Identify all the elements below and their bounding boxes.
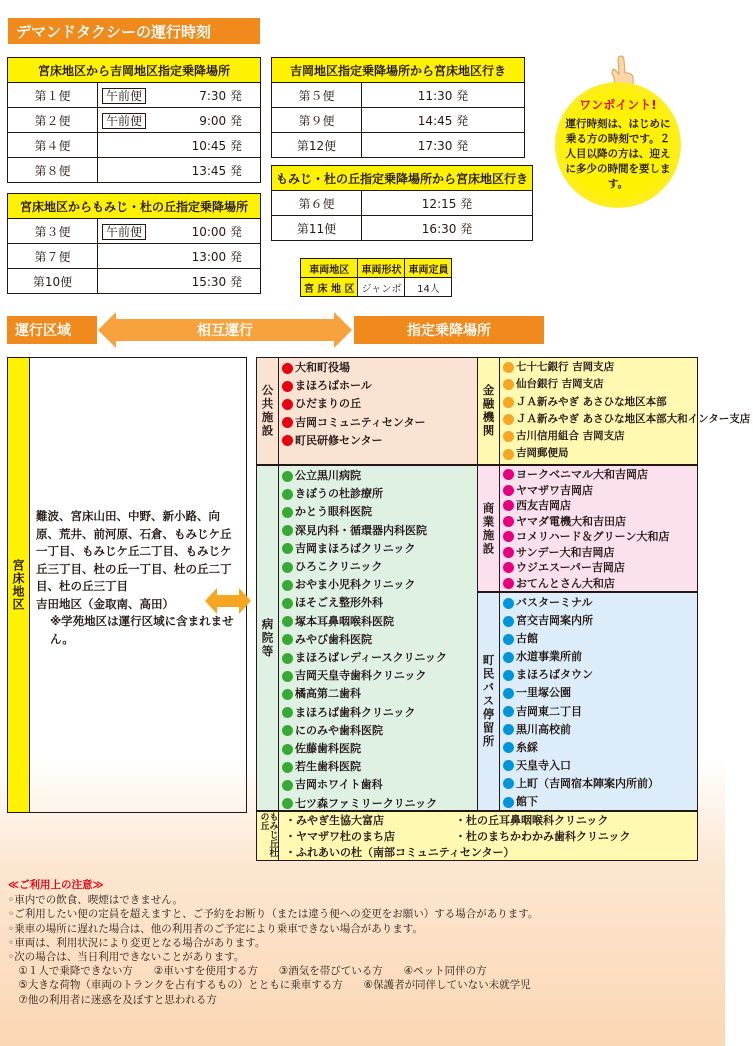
number-badge-icon bbox=[282, 562, 293, 573]
number-badge-icon bbox=[503, 362, 514, 373]
table-title: 宮床地区から吉岡地区指定乗降場所 bbox=[8, 58, 261, 83]
timetable-miyatoko-to-yoshioka bbox=[7, 57, 261, 183]
list-item-label: おやま小児科クリニック bbox=[295, 578, 416, 592]
list-item-label: 吉岡コミュニティセンター bbox=[295, 415, 426, 429]
banks-block bbox=[477, 357, 751, 465]
list-item bbox=[503, 394, 750, 411]
number-badge-icon bbox=[282, 489, 293, 500]
area-yoshida: 吉田地区（金取南、高田） bbox=[36, 596, 174, 611]
departure-time: 7:30 発 bbox=[199, 88, 242, 103]
number-badge-icon bbox=[503, 688, 514, 699]
number-badge-icon bbox=[503, 652, 514, 663]
bin-cell: 第11便 bbox=[272, 216, 362, 241]
table-header: 車両形状 bbox=[358, 259, 405, 278]
list-item-label: 七十七銀行 吉岡支店 bbox=[516, 361, 615, 373]
number-badge-icon bbox=[503, 760, 514, 771]
list-item-label: 古川信用組合 吉岡支店 bbox=[516, 430, 625, 443]
bin-cell: 第12便 bbox=[272, 133, 362, 158]
number-badge-icon bbox=[503, 469, 514, 480]
list-item bbox=[282, 758, 474, 776]
list-item bbox=[282, 467, 474, 485]
note-line: ⑤大きな荷物（車両のトランクを占有するもの）とともに乗車する方 ⑥保護者が同伴していない未就学児 bbox=[8, 979, 531, 992]
list-item bbox=[503, 666, 694, 684]
note-line: ⑦他の利用者に迷惑を及ぼすと思われる方 bbox=[8, 993, 217, 1006]
list-item-label: 吉岡天皇寺歯科クリニック bbox=[295, 669, 427, 683]
timetable-momiji-route bbox=[7, 193, 261, 294]
list-item bbox=[282, 377, 474, 395]
public-label: 公共施設 bbox=[257, 358, 279, 464]
note-line: ◦乗車の場所に遅れた場合は、他の利用者のご予定により乗車できない場合があります。 bbox=[8, 922, 423, 935]
list-item bbox=[503, 376, 750, 393]
departure-time: 17:30 発 bbox=[362, 133, 525, 158]
table-row bbox=[8, 158, 261, 183]
number-badge-icon bbox=[282, 725, 293, 736]
vehicle-table bbox=[300, 258, 452, 297]
bin-cell: 第７便 bbox=[8, 244, 98, 269]
list-item-label: 橘高第二歯科 bbox=[295, 687, 361, 701]
list-item-label: ヨークベニマル大和吉岡店 bbox=[516, 468, 648, 481]
departure-time: 10:00 発 bbox=[191, 224, 242, 239]
bus-stops-block bbox=[477, 592, 698, 811]
list-item-label: まほろばレディースクリニック bbox=[295, 651, 447, 665]
mutual-service-label: 相互運行 bbox=[197, 323, 253, 339]
departure-time: 11:30 発 bbox=[362, 83, 525, 108]
number-badge-icon bbox=[282, 525, 293, 536]
list-item bbox=[282, 432, 474, 450]
table-row bbox=[8, 269, 261, 294]
list-item: ・ヤマザワ杜のまち店 bbox=[285, 830, 395, 843]
list-item-label: 古館 bbox=[516, 632, 538, 646]
number-badge-icon bbox=[503, 547, 514, 558]
morning-tag: 午前便 bbox=[102, 113, 146, 129]
list-item bbox=[503, 445, 750, 462]
list-item bbox=[282, 613, 474, 631]
notes-title: ≪ご利用上の注意≫ bbox=[8, 879, 104, 891]
number-badge-icon bbox=[503, 414, 514, 425]
list-item-label: 公立黒川病院 bbox=[295, 469, 361, 482]
table-cell: 宮 床 地 区 bbox=[301, 278, 358, 297]
list-item bbox=[503, 529, 694, 545]
table-row bbox=[272, 133, 525, 158]
number-badge-icon bbox=[503, 531, 514, 542]
number-badge-icon bbox=[503, 670, 514, 681]
list-item bbox=[282, 722, 474, 740]
table-row bbox=[8, 133, 261, 158]
bus-label: 町民バス停留所 bbox=[478, 593, 500, 810]
bin-cell: 第８便 bbox=[8, 158, 98, 183]
number-badge-icon bbox=[503, 562, 514, 573]
list-item-label: 吉岡まほろばクリニック bbox=[295, 541, 416, 555]
list-item-label: 町民研修センター bbox=[295, 433, 383, 447]
number-badge-icon bbox=[282, 798, 293, 809]
one-point-bubble bbox=[555, 82, 681, 208]
bin-cell: 第６便 bbox=[272, 191, 362, 216]
number-badge-icon bbox=[282, 671, 293, 682]
note-line: ①１人で乗降できない方 ②車いすを使用する方 ③酒気を帯びている方 ④ペット同伴の方 bbox=[8, 965, 487, 978]
number-badge-icon bbox=[503, 724, 514, 735]
list-item-label: 糸綵 bbox=[516, 740, 538, 754]
list-item bbox=[503, 684, 694, 702]
number-badge-icon bbox=[282, 707, 293, 718]
time-cell bbox=[98, 83, 261, 108]
departure-time: 12:15 発 bbox=[362, 191, 533, 216]
list-item bbox=[503, 514, 694, 530]
number-badge-icon bbox=[282, 543, 293, 554]
list-item-label: 吉岡ホワイト歯科 bbox=[295, 778, 383, 792]
morning-tag: 午前便 bbox=[102, 88, 146, 104]
bin-cell: 第９便 bbox=[272, 108, 362, 133]
area-double-arrow-icon bbox=[205, 588, 251, 614]
number-badge-icon bbox=[282, 689, 293, 700]
morning-tag: 午前便 bbox=[102, 224, 146, 240]
list-item-label: ひだまりの丘 bbox=[295, 397, 361, 411]
list-item-label: きぼうの杜診療所 bbox=[295, 487, 383, 501]
table-row bbox=[8, 219, 261, 244]
list-item-label: かとう眼科医院 bbox=[295, 505, 372, 519]
list-item-label: みやび歯科医院 bbox=[295, 632, 372, 646]
list-item: ・杜のまちかわかみ歯科クリニック bbox=[455, 830, 631, 843]
table-cell: ジャンボ bbox=[358, 278, 405, 297]
list-item bbox=[282, 414, 474, 432]
table-title: 吉岡地区指定乗降場所から宮床地区行き bbox=[272, 58, 525, 83]
list-item-label: ウジエスーパー吉岡店 bbox=[516, 561, 625, 574]
list-item-label: ほそごえ整形外科 bbox=[295, 596, 383, 610]
list-item: ・杜の丘耳鼻咽喉科クリニック bbox=[455, 814, 609, 827]
list-item-label: バスターミナル bbox=[516, 596, 593, 609]
number-badge-icon bbox=[282, 762, 293, 773]
list-item-label: ヤマザワ吉岡店 bbox=[516, 483, 593, 497]
number-badge-icon bbox=[282, 417, 293, 428]
list-item bbox=[503, 757, 694, 775]
list-item bbox=[282, 558, 474, 576]
time-cell bbox=[98, 244, 261, 269]
number-badge-icon bbox=[282, 653, 293, 664]
shops-block bbox=[477, 465, 698, 592]
list-item-label: 吉岡郵便局 bbox=[516, 447, 569, 460]
note-line: ◦車両は、利用状況により変更となる場合があります。 bbox=[8, 936, 266, 949]
number-badge-icon bbox=[503, 578, 514, 589]
list-item bbox=[503, 359, 750, 376]
list-item bbox=[503, 467, 694, 483]
number-badge-icon bbox=[282, 381, 293, 392]
page-title: デマンドタクシーの運行時刻 bbox=[8, 18, 260, 44]
list-item-label: 天皇寺入口 bbox=[516, 758, 571, 772]
bank-label: 金融機関 bbox=[478, 358, 500, 464]
area-text bbox=[30, 358, 246, 812]
departure-time: 14:45 発 bbox=[362, 108, 525, 133]
list-item-label: 大和町役場 bbox=[295, 361, 350, 374]
list-item-label: 黒川高校前 bbox=[516, 722, 571, 736]
bin-cell: 第10便 bbox=[8, 269, 98, 294]
number-badge-icon bbox=[282, 780, 293, 791]
list-item-label: 吉岡東二丁目 bbox=[516, 704, 582, 718]
momiji-label: もみじ丘杜の丘 bbox=[257, 812, 279, 860]
public-facilities-block bbox=[256, 357, 478, 465]
area-note: ※学苑地区は運行区域に含まれません。 bbox=[50, 614, 234, 646]
time-cell bbox=[98, 133, 261, 158]
list-item bbox=[282, 359, 474, 377]
list-item bbox=[282, 540, 474, 558]
departure-time: 16:30 発 bbox=[362, 216, 533, 241]
number-badge-icon bbox=[503, 778, 514, 789]
list-item bbox=[282, 740, 474, 758]
list-item: ・みやぎ生協大富店 bbox=[285, 814, 384, 827]
timetable-momiji-to-miyatoko bbox=[271, 165, 533, 241]
list-item-label: 深見内科・循環器内科医院 bbox=[295, 523, 427, 537]
number-badge-icon bbox=[282, 399, 293, 410]
area-districts: 難波、宮床山田、中野、新小路、向原、荒井、前河原、石倉、もみじケ丘一丁目、もみじケ丘二丁目、もみじケ丘三丁目、杜の丘一丁目、杜の丘二丁目、杜の丘三丁目 bbox=[36, 509, 232, 593]
table-row bbox=[8, 83, 261, 108]
usage-notes bbox=[8, 878, 718, 1007]
time-cell bbox=[98, 219, 261, 244]
one-point-text: 運行時刻は、はじめに乗る方の時刻です。２人目以降の方は、迎えに多少の時間を要します。 bbox=[565, 118, 671, 190]
number-badge-icon bbox=[503, 616, 514, 627]
list-item-label: ＪＡ新みやぎ あさひな地区本部 bbox=[516, 395, 667, 408]
number-badge-icon bbox=[503, 797, 514, 808]
list-item bbox=[282, 704, 474, 722]
table-title: もみじ・杜の丘指定乗降場所から宮床地区行き bbox=[272, 166, 533, 191]
time-cell bbox=[98, 108, 261, 133]
table-header: 車両定員 bbox=[405, 259, 452, 278]
list-item bbox=[503, 483, 694, 499]
list-item-label: 上町（吉岡宿本陣案内所前） bbox=[516, 776, 659, 790]
list-item-label: ヤマダ電機大和吉田店 bbox=[516, 514, 626, 528]
number-badge-icon bbox=[503, 431, 514, 442]
note-line: ◦次の場合は、当日利用できないことがあります。 bbox=[8, 951, 245, 964]
list-item bbox=[503, 648, 694, 666]
number-badge-icon bbox=[282, 471, 293, 482]
timetable-yoshioka-to-miyatoko bbox=[271, 57, 525, 158]
list-item bbox=[503, 630, 694, 648]
time-cell bbox=[98, 158, 261, 183]
list-item bbox=[503, 612, 694, 630]
list-item bbox=[503, 498, 694, 514]
service-area-box bbox=[7, 357, 247, 813]
table-row bbox=[272, 83, 525, 108]
list-item bbox=[503, 576, 694, 592]
list-item-label: 若生歯科医院 bbox=[295, 760, 361, 774]
table-row bbox=[8, 108, 261, 133]
list-item bbox=[282, 503, 474, 521]
list-item-label: 七ツ森ファミリークリニック bbox=[295, 796, 438, 810]
time-cell bbox=[98, 269, 261, 294]
list-item bbox=[503, 545, 694, 561]
number-badge-icon bbox=[503, 598, 514, 609]
list-item bbox=[282, 685, 474, 703]
number-badge-icon bbox=[282, 744, 293, 755]
list-item bbox=[503, 594, 694, 612]
note-line: ◦ご利用したい便の定員を超えますと、ご予約をお断り（または違う便への変更をお願い）する場合があります。 bbox=[8, 908, 539, 921]
list-item bbox=[282, 576, 474, 594]
number-badge-icon bbox=[503, 485, 514, 496]
list-item: ・ふれあいの杜（南部コミュニティセンター） bbox=[285, 846, 515, 859]
list-item-label: コメリハード＆グリーン大和店 bbox=[516, 530, 670, 543]
list-item-label: 一里塚公園 bbox=[516, 686, 571, 700]
list-item-label: 仙台銀行 吉岡支店 bbox=[516, 378, 604, 391]
departure-time: 15:30 発 bbox=[191, 274, 242, 289]
bin-cell: 第４便 bbox=[8, 133, 98, 158]
number-badge-icon bbox=[282, 580, 293, 591]
list-item-label: ＪＡ新みやぎ あさひな地区本部大和インター支店 bbox=[516, 412, 751, 425]
bin-cell: 第１便 bbox=[8, 83, 98, 108]
number-badge-icon bbox=[282, 435, 293, 446]
list-item bbox=[282, 594, 474, 612]
list-item-label: サンデー大和吉岡店 bbox=[516, 545, 615, 559]
number-badge-icon bbox=[282, 616, 293, 627]
number-badge-icon bbox=[282, 634, 293, 645]
departure-time: 9:00 発 bbox=[199, 113, 242, 128]
list-item bbox=[282, 667, 474, 685]
list-item bbox=[503, 560, 694, 576]
table-cell: 14人 bbox=[405, 278, 452, 297]
note-line: ◦車内での飲食、喫煙はできません。 bbox=[8, 894, 183, 907]
number-badge-icon bbox=[503, 379, 514, 390]
hospital-label: 病院等 bbox=[257, 466, 279, 810]
list-item-label: まほろば歯科クリニック bbox=[295, 705, 416, 719]
list-item-label: 宮交吉岡案内所 bbox=[516, 614, 593, 628]
list-item bbox=[503, 411, 750, 428]
shop-label: 商業施設 bbox=[478, 466, 500, 591]
table-title: 宮床地区からもみじ・杜の丘指定乗降場所 bbox=[8, 194, 261, 219]
table-row bbox=[272, 216, 533, 241]
number-badge-icon bbox=[503, 500, 514, 511]
list-item-label: ひろこクリニック bbox=[295, 560, 383, 574]
list-item bbox=[282, 631, 474, 649]
number-badge-icon bbox=[503, 397, 514, 408]
table-row bbox=[272, 108, 525, 133]
number-badge-icon bbox=[282, 507, 293, 518]
list-item bbox=[503, 793, 694, 811]
number-badge-icon bbox=[503, 742, 514, 753]
area-label: 宮床地区 bbox=[8, 358, 30, 812]
number-badge-icon bbox=[282, 598, 293, 609]
number-badge-icon bbox=[503, 634, 514, 645]
list-item bbox=[503, 703, 694, 721]
list-item-label: 西友吉岡店 bbox=[516, 499, 571, 512]
list-item bbox=[282, 395, 474, 413]
table-row bbox=[8, 244, 261, 269]
table-header: 車両地区 bbox=[301, 259, 358, 278]
number-badge-icon bbox=[282, 363, 293, 374]
hospitals-block bbox=[256, 465, 478, 811]
one-point-title: ワンポイント! bbox=[579, 98, 657, 112]
bin-cell: 第２便 bbox=[8, 108, 98, 133]
number-badge-icon bbox=[503, 706, 514, 717]
departure-time: 10:45 発 bbox=[191, 138, 242, 153]
list-item bbox=[503, 721, 694, 739]
momiji-morinooka-block bbox=[256, 811, 698, 861]
list-item-label: まほろばタウン bbox=[516, 668, 593, 682]
designated-stops-header: 指定乗降場所 bbox=[354, 316, 544, 344]
list-item bbox=[503, 739, 694, 757]
list-item-label: 塚本耳鼻咽喉科医院 bbox=[295, 614, 394, 628]
number-badge-icon bbox=[503, 516, 514, 527]
table-row bbox=[272, 191, 533, 216]
bin-cell: 第５便 bbox=[272, 83, 362, 108]
departure-time: 13:00 発 bbox=[191, 249, 242, 264]
service-area-header: 運行区域 bbox=[7, 316, 97, 344]
list-item-label: 佐藤歯科医院 bbox=[295, 742, 361, 756]
list-item-label: おてんとさん大和店 bbox=[516, 576, 615, 590]
list-item-label: 水道事業所前 bbox=[516, 650, 582, 664]
departure-time: 13:45 発 bbox=[191, 163, 242, 178]
list-item-label: にのみや歯科医院 bbox=[295, 723, 383, 737]
list-item bbox=[282, 522, 474, 540]
list-item bbox=[503, 428, 750, 445]
list-item bbox=[282, 485, 474, 503]
list-item-label: 館下 bbox=[516, 795, 538, 809]
bin-cell: 第３便 bbox=[8, 219, 98, 244]
list-item-label: まほろばホール bbox=[295, 379, 372, 393]
list-item bbox=[282, 649, 474, 667]
list-item bbox=[282, 776, 474, 794]
list-item bbox=[503, 775, 694, 793]
number-badge-icon bbox=[503, 449, 514, 460]
